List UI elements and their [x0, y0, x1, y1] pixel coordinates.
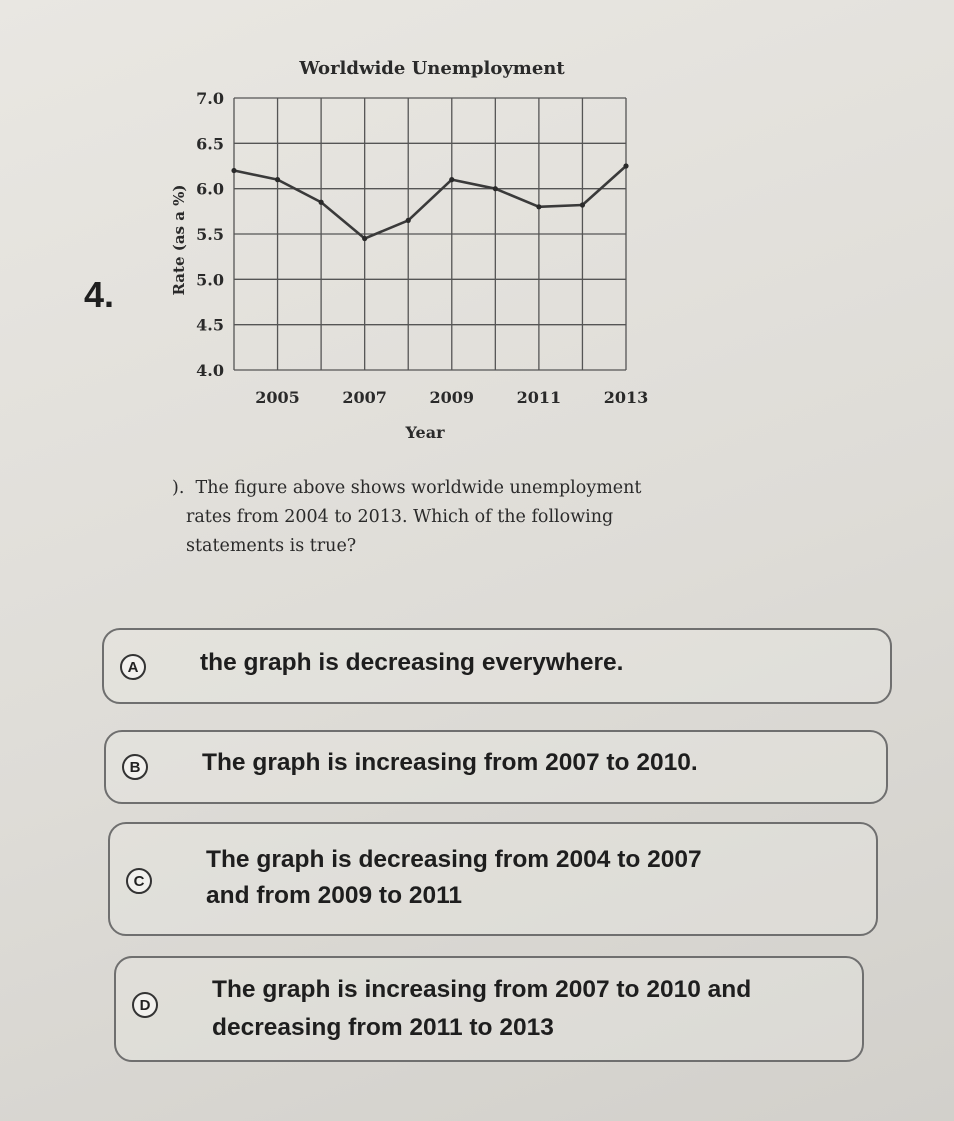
data-point	[362, 236, 367, 241]
y-tick-label: 5.0	[196, 270, 224, 290]
x-tick-label: 2007	[342, 388, 387, 407]
choice-c-text-line1: The graph is decreasing from 2004 to 2007	[206, 846, 702, 873]
question-text-line1: The figure above shows worldwide unemployment	[195, 478, 642, 498]
data-point	[231, 168, 236, 173]
choice-a-letter: A	[120, 654, 146, 680]
data-point	[580, 202, 585, 207]
choice-c[interactable]	[108, 822, 878, 936]
data-point	[449, 177, 454, 182]
y-tick-label: 7.0	[196, 89, 224, 108]
question-text-line2: rates from 2004 to 2013. Which of the following	[186, 507, 614, 527]
data-point	[406, 218, 411, 223]
series-line	[234, 166, 626, 239]
data-point	[536, 204, 541, 209]
y-tick-label: 6.5	[196, 134, 224, 154]
x-tick-label: 2013	[603, 388, 649, 407]
x-tick-label: 2009	[429, 388, 475, 407]
question-text-line3: statements is true?	[186, 536, 357, 556]
choice-d-text-line1: The graph is increasing from 2007 to 2010 and	[212, 976, 752, 1003]
choice-b-letter: B	[122, 754, 148, 780]
choice-c-letter: C	[126, 868, 152, 894]
y-tick-label: 5.5	[196, 225, 224, 244]
chart-title: Worldwide Unemployment	[299, 58, 565, 79]
y-tick-label: 4.5	[196, 315, 224, 335]
choice-c-text-line2: and from 2009 to 2011	[206, 882, 463, 909]
question-prefix: ).	[172, 478, 185, 498]
question-number: 4.	[84, 274, 115, 315]
y-tick-label: 6.0	[196, 179, 224, 199]
data-point	[275, 177, 280, 182]
x-tick-label: 2005	[255, 388, 300, 407]
choice-d-text-line2: decreasing from 2011 to 2013	[212, 1014, 554, 1041]
question-prompt	[172, 474, 656, 561]
choice-d[interactable]	[114, 956, 864, 1062]
x-tick-label: 2011	[516, 388, 562, 407]
x-axis-label: Year	[405, 423, 445, 442]
choice-a[interactable]	[102, 628, 892, 704]
data-point	[319, 200, 324, 205]
data-point	[493, 186, 498, 191]
y-tick-label: 4.0	[196, 361, 224, 380]
choice-b[interactable]	[104, 730, 888, 804]
choice-b-text: The graph is increasing from 2007 to 2010.	[202, 749, 698, 776]
unemployment-line-chart	[150, 40, 670, 450]
data-point	[623, 163, 628, 168]
choice-d-letter: D	[132, 992, 158, 1018]
choice-a-text: the graph is decreasing everywhere.	[200, 649, 624, 676]
y-axis-label: Rate (as a %)	[170, 184, 188, 296]
